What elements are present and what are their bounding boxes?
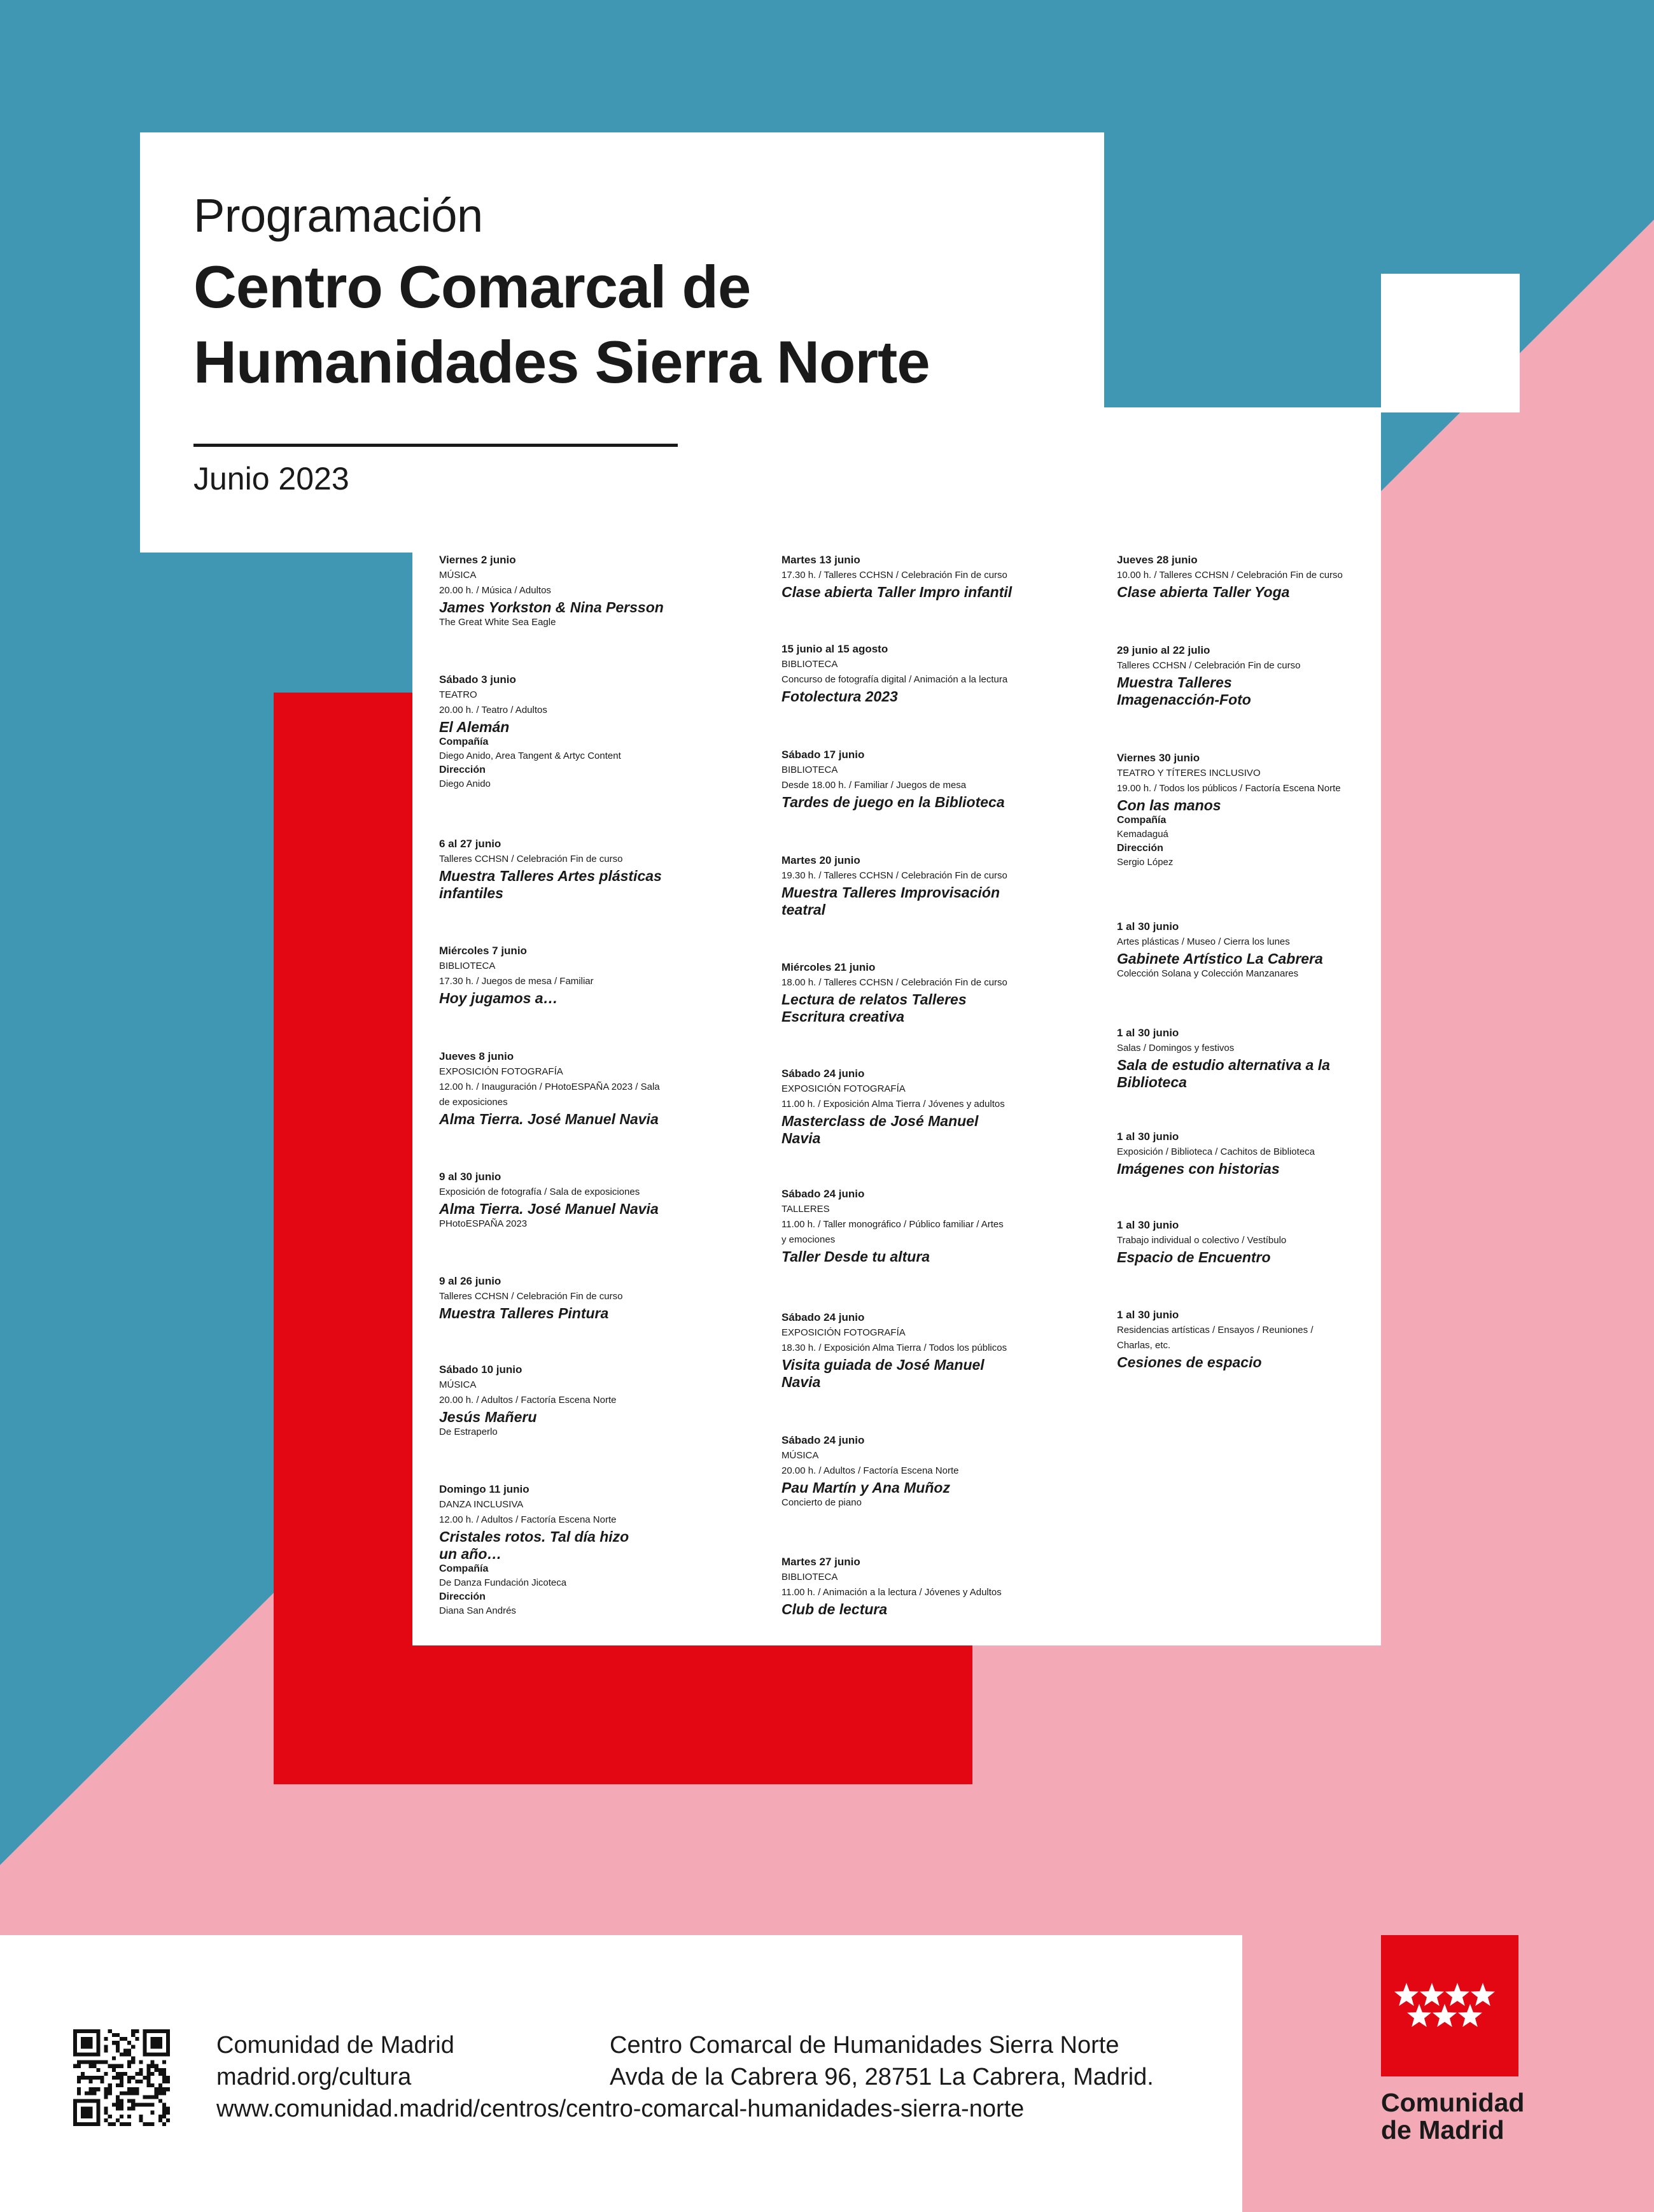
event-title: Fotolectura 2023 xyxy=(781,688,898,705)
event-meta: 20.00 h. / Música / Adultos xyxy=(439,585,551,596)
event-meta: Salas / Domingos y festivos xyxy=(1117,1043,1235,1053)
star-icon xyxy=(1445,1983,1469,2006)
event xyxy=(1117,919,1435,981)
event-title: infantiles xyxy=(439,885,503,901)
event-meta: EXPOSICIÓN FOTOGRAFÍA xyxy=(781,1083,906,1094)
footer-org: Comunidad de Madrid xyxy=(216,2032,454,2059)
event-date: 1 al 30 junio xyxy=(1117,1131,1179,1143)
event-title: Pau Martín y Ana Muñoz xyxy=(781,1479,950,1496)
footer-address-line: Avda de la Cabrera 96, 28751 La Cabrera, Madrid. xyxy=(610,2064,1154,2090)
event xyxy=(439,1169,757,1231)
event xyxy=(781,642,1100,705)
event-title: Visita guiada de José Manuel xyxy=(781,1356,985,1373)
event-date: Martes 20 junio xyxy=(781,854,860,866)
event-title: Con las manos xyxy=(1117,797,1221,814)
event-detail-label: Compañía xyxy=(439,736,489,747)
event-meta: MÚSICA xyxy=(439,570,477,581)
event-meta: 12.00 h. / Adultos / Factoría Escena Norte xyxy=(439,1514,617,1525)
event-meta: Concurso de fotografía digital / Animación a la lectura xyxy=(781,674,1008,685)
event-title: Imagenacción-Foto xyxy=(1117,691,1251,708)
event-meta: BIBLIOTECA xyxy=(781,1572,838,1582)
event xyxy=(439,1482,757,1618)
event-detail-label: Compañía xyxy=(1117,815,1167,826)
event-title: Alma Tierra. José Manuel Navia xyxy=(439,1201,659,1217)
footer-site-link[interactable]: madrid.org/cultura xyxy=(216,2064,412,2090)
event-meta: MÚSICA xyxy=(781,1450,819,1461)
event-title: Navia xyxy=(781,1374,821,1390)
title-line: Centro Comarcal de xyxy=(193,253,751,320)
event-detail: De Estraperlo xyxy=(439,1427,498,1437)
event-date: Sábado 3 junio xyxy=(439,673,516,686)
event-date: 6 al 27 junio xyxy=(439,838,501,850)
event-detail-label: Dirección xyxy=(439,1591,486,1602)
event-detail: The Great White Sea Eagle xyxy=(439,617,556,628)
event-title: Navia xyxy=(781,1130,821,1146)
event-meta: 18.30 h. / Exposición Alma Tierra / Todos los públicos xyxy=(781,1342,1007,1353)
event-meta: Talleres CCHSN / Celebración Fin de curso xyxy=(439,1291,623,1302)
event-meta: Talleres CCHSN / Celebración Fin de curso xyxy=(1117,660,1301,671)
event-meta: 19.30 h. / Talleres CCHSN / Celebración Fin de curso xyxy=(781,870,1007,881)
divider xyxy=(193,444,678,447)
event-title: Masterclass de José Manuel xyxy=(781,1113,979,1129)
event-meta: TEATRO Y TÍTERES INCLUSIVO xyxy=(1117,768,1261,778)
event-detail: Concierto de piano xyxy=(781,1497,862,1508)
event xyxy=(781,1554,1100,1617)
event xyxy=(439,553,757,630)
event-title: Clase abierta Taller Yoga xyxy=(1117,584,1290,600)
white-square xyxy=(1381,274,1520,412)
event-detail: Diana San Andrés xyxy=(439,1605,516,1616)
event xyxy=(1117,1129,1435,1177)
event xyxy=(1117,643,1435,708)
event-meta: 11.00 h. / Taller monográfico / Público familiar / Artes xyxy=(781,1219,1004,1230)
event-meta: Trabajo individual o colectivo / Vestíbulo xyxy=(1117,1235,1287,1246)
event xyxy=(1117,553,1435,600)
event-meta: 18.00 h. / Talleres CCHSN / Celebración Fin de curso xyxy=(781,977,1007,988)
event-meta: BIBLIOTECA xyxy=(439,961,496,971)
event-date: 1 al 30 junio xyxy=(1117,920,1179,933)
logo-line: de Madrid xyxy=(1381,2115,1504,2145)
event-meta: 10.00 h. / Talleres CCHSN / Celebración Fin de curso xyxy=(1117,570,1343,581)
event-title: un año… xyxy=(439,1546,502,1562)
event-date: Sábado 10 junio xyxy=(439,1363,522,1376)
event-meta: EXPOSICIÓN FOTOGRAFÍA xyxy=(439,1066,563,1077)
event-date: Viernes 2 junio xyxy=(439,554,516,566)
event xyxy=(781,747,1100,810)
star-icon xyxy=(1420,1983,1444,2006)
footer-url-link[interactable]: www.comunidad.madrid/centros/centro-comarcal-humanidades-sierra-norte xyxy=(216,2096,1025,2122)
event-date: Sábado 24 junio xyxy=(781,1311,865,1323)
event xyxy=(781,1066,1100,1146)
event-date: Miércoles 7 junio xyxy=(439,945,527,957)
event xyxy=(781,553,1100,600)
event-title: Alma Tierra. José Manuel Navia xyxy=(439,1111,659,1127)
event-date: 1 al 30 junio xyxy=(1117,1219,1179,1231)
logo-text xyxy=(1381,2089,1524,2144)
event xyxy=(439,672,757,791)
title-line: Humanidades Sierra Norte xyxy=(193,328,930,395)
event-date: Jueves 28 junio xyxy=(1117,554,1198,566)
event-meta: Artes plásticas / Museo / Cierra los lunes xyxy=(1117,936,1290,947)
event-title: Cristales rotos. Tal día hizo xyxy=(439,1528,629,1545)
event xyxy=(439,836,757,901)
event-title: Taller Desde tu altura xyxy=(781,1248,930,1265)
event-title: Muestra Talleres xyxy=(1117,674,1232,691)
event-detail-label: Dirección xyxy=(439,764,486,775)
event xyxy=(439,1274,757,1321)
event-meta: 11.00 h. / Animación a la lectura / Jóvenes y Adultos xyxy=(781,1587,1002,1598)
event-title: Muestra Talleres Improvisación xyxy=(781,884,1000,901)
event xyxy=(781,960,1100,1025)
star-icon xyxy=(1458,2004,1482,2027)
star-icon xyxy=(1394,1983,1419,2006)
event-meta: TEATRO xyxy=(439,689,477,700)
logo-line: Comunidad xyxy=(1381,2088,1525,2117)
event-meta: Exposición / Biblioteca / Cachitos de Biblioteca xyxy=(1117,1146,1315,1157)
event-date: 9 al 30 junio xyxy=(439,1171,501,1183)
event-meta: TALLERES xyxy=(781,1204,830,1215)
event xyxy=(781,1310,1100,1390)
logo-emblem xyxy=(1381,1935,1518,2076)
event-detail: Sergio López xyxy=(1117,857,1174,868)
star-icon xyxy=(1433,2004,1457,2027)
event-date: Jueves 8 junio xyxy=(439,1050,514,1062)
footer-center-name: Centro Comarcal de Humanidades Sierra Norte xyxy=(610,2032,1119,2059)
event-title: El Alemán xyxy=(439,719,510,735)
event-meta: 20.00 h. / Teatro / Adultos xyxy=(439,705,547,715)
event xyxy=(439,1049,757,1127)
event-date: Sábado 24 junio xyxy=(781,1434,865,1446)
month: Junio 2023 xyxy=(193,461,349,497)
event-title: Biblioteca xyxy=(1117,1074,1187,1090)
event xyxy=(1117,750,1435,870)
event-meta: 17.30 h. / Juegos de mesa / Familiar xyxy=(439,976,594,987)
event-meta: Charlas, etc. xyxy=(1117,1340,1171,1351)
event-date: Viernes 30 junio xyxy=(1117,752,1200,764)
event-meta: MÚSICA xyxy=(439,1379,477,1390)
event xyxy=(781,1433,1100,1510)
event-date: Sábado 17 junio xyxy=(781,749,865,761)
event-title: Espacio de Encuentro xyxy=(1117,1249,1271,1265)
event-title: Cesiones de espacio xyxy=(1117,1354,1262,1370)
event-detail: Diego Anido, Area Tangent & Artyc Content xyxy=(439,750,621,761)
event-detail-label: Dirección xyxy=(1117,843,1163,854)
event-detail: Kemadaguá xyxy=(1117,829,1168,840)
event-meta: EXPOSICIÓN FOTOGRAFÍA xyxy=(781,1327,906,1338)
event-date: Sábado 24 junio xyxy=(781,1067,865,1080)
event-detail: Diego Anido xyxy=(439,778,491,789)
event-date: Martes 13 junio xyxy=(781,554,860,566)
event-detail: De Danza Fundación Jicoteca xyxy=(439,1577,567,1588)
event-title: Jesús Mañeru xyxy=(439,1409,537,1425)
event xyxy=(1117,1307,1435,1370)
event-title: Clase abierta Taller Impro infantil xyxy=(781,584,1013,600)
event-meta: Talleres CCHSN / Celebración Fin de curso xyxy=(439,854,623,864)
qr-code[interactable] xyxy=(73,2029,170,2126)
event-meta: DANZA INCLUSIVA xyxy=(439,1499,524,1510)
event-detail: Colección Solana y Colección Manzanares xyxy=(1117,968,1299,979)
event-date: Domingo 11 junio xyxy=(439,1483,529,1495)
event-title: Tardes de juego en la Biblioteca xyxy=(781,794,1005,810)
event xyxy=(781,853,1100,918)
event xyxy=(781,1187,1100,1265)
event-title: James Yorkston & Nina Persson xyxy=(439,599,664,616)
event-title: Muestra Talleres Pintura xyxy=(439,1305,609,1321)
event-date: 1 al 30 junio xyxy=(1117,1309,1179,1321)
star-icon xyxy=(1407,2004,1431,2027)
event-meta: Residencias artísticas / Ensayos / Reuniones / xyxy=(1117,1325,1314,1335)
event xyxy=(1117,1218,1435,1265)
event-date: 29 junio al 22 julio xyxy=(1117,644,1210,656)
event-meta: 12.00 h. / Inauguración / PHotoESPAÑA 2023 / Sala xyxy=(439,1081,660,1092)
event-date: 1 al 30 junio xyxy=(1117,1027,1179,1039)
event-title: Sala de estudio alternativa a la xyxy=(1117,1057,1330,1073)
stars-icon xyxy=(1381,1935,1518,2076)
event-title: Club de lectura xyxy=(781,1601,888,1617)
event-meta: 20.00 h. / Adultos / Factoría Escena Norte xyxy=(781,1465,959,1476)
event-title: Hoy jugamos a… xyxy=(439,990,558,1006)
event-meta: de exposiciones xyxy=(439,1097,508,1108)
event xyxy=(439,943,757,1006)
star-icon xyxy=(1471,1983,1495,2006)
page-title xyxy=(193,250,930,400)
event-title: Imágenes con historias xyxy=(1117,1160,1280,1177)
event-title: teatral xyxy=(781,901,826,918)
event-meta: Desde 18.00 h. / Familiar / Juegos de mesa xyxy=(781,780,967,791)
event-title: Muestra Talleres Artes plásticas xyxy=(439,868,662,884)
event-date: Martes 27 junio xyxy=(781,1556,860,1568)
event-title: Gabinete Artístico La Cabrera xyxy=(1117,950,1323,967)
event-title: Escritura creativa xyxy=(781,1008,905,1025)
event-meta: BIBLIOTECA xyxy=(781,764,838,775)
kicker: Programación xyxy=(193,189,483,242)
footer-address xyxy=(610,2029,1154,2093)
event-meta: 17.30 h. / Talleres CCHSN / Celebración Fin de curso xyxy=(781,570,1007,581)
event-date: Miércoles 21 junio xyxy=(781,961,876,973)
event-meta: 19.00 h. / Todos los públicos / Factoría Escena Norte xyxy=(1117,783,1341,794)
event-meta: Exposición de fotografía / Sala de exposiciones xyxy=(439,1187,640,1197)
event-date: 9 al 26 junio xyxy=(439,1275,501,1287)
event xyxy=(1117,1025,1435,1090)
event-detail: PHotoESPAÑA 2023 xyxy=(439,1218,528,1229)
event-date: 15 junio al 15 agosto xyxy=(781,643,888,655)
event-detail-label: Compañía xyxy=(439,1563,489,1574)
event-title: Lectura de relatos Talleres xyxy=(781,991,967,1008)
event-date: Sábado 24 junio xyxy=(781,1188,865,1200)
event-meta: BIBLIOTECA xyxy=(781,659,838,670)
event-meta: y emociones xyxy=(781,1234,836,1245)
event xyxy=(439,1362,757,1439)
event-meta: 11.00 h. / Exposición Alma Tierra / Jóvenes y adultos xyxy=(781,1099,1005,1110)
event-meta: 20.00 h. / Adultos / Factoría Escena Norte xyxy=(439,1395,617,1405)
